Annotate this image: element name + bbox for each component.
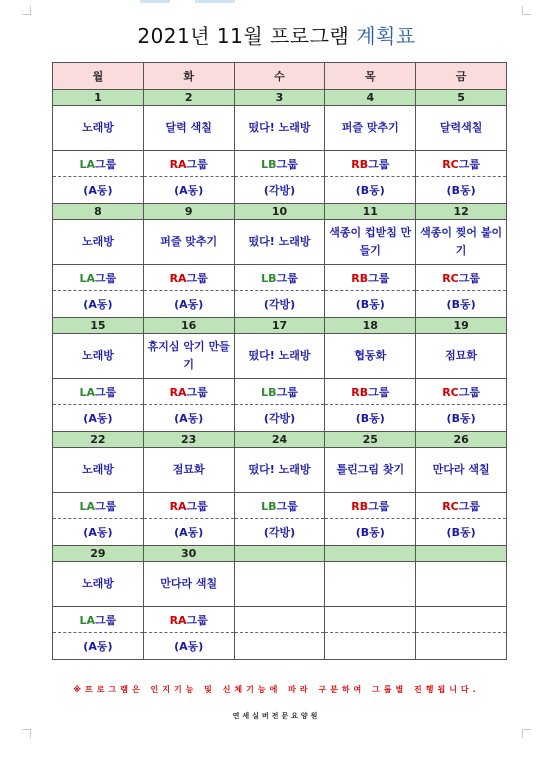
group-row [53, 493, 507, 519]
place-cell: (A동) [143, 405, 234, 432]
date-cell: 3 [234, 90, 325, 106]
place-row [53, 291, 507, 318]
activity-row [53, 562, 507, 607]
activity-cell [234, 562, 325, 607]
activity-cell: 휴지심 악기 만들기 [143, 334, 234, 379]
group-code: RA [169, 385, 187, 399]
weekday-header-cell: 목 [325, 63, 416, 90]
group-suffix: 그룹 [95, 157, 117, 171]
place-row [53, 519, 507, 546]
date-row [53, 546, 507, 562]
place-cell: (A동) [53, 291, 144, 318]
date-row [53, 90, 507, 106]
group-cell [53, 493, 144, 519]
date-cell: 11 [325, 204, 416, 220]
title-main: 2021년 11월 프로그램 [137, 24, 350, 48]
group-cell [234, 379, 325, 405]
group-suffix: 그룹 [276, 271, 298, 285]
group-suffix: 그룹 [458, 157, 480, 171]
weekday-header-cell: 화 [143, 63, 234, 90]
group-code: RC [442, 499, 459, 513]
group-suffix: 그룹 [368, 157, 390, 171]
date-cell: 23 [143, 432, 234, 448]
title-accent: 계획표 [356, 24, 416, 48]
activity-row [53, 448, 507, 493]
activity-cell: 만다라 색칠 [416, 448, 507, 493]
place-row [53, 633, 507, 660]
date-row [53, 432, 507, 448]
group-suffix: 그룹 [276, 385, 298, 399]
group-code: RC [442, 271, 459, 285]
group-cell [416, 607, 507, 633]
date-cell: 19 [416, 318, 507, 334]
group-cell [53, 151, 144, 177]
group-cell [416, 151, 507, 177]
date-cell: 5 [416, 90, 507, 106]
activity-cell: 떴다! 노래방 [234, 106, 325, 151]
group-code: LA [79, 385, 96, 399]
group-suffix: 그룹 [186, 613, 208, 627]
group-code: RB [351, 157, 369, 171]
group-suffix: 그룹 [95, 613, 117, 627]
place-cell: (B동) [325, 519, 416, 546]
page-top-marker [195, 0, 235, 3]
activity-cell [416, 562, 507, 607]
group-cell [325, 493, 416, 519]
group-row [53, 607, 507, 633]
activity-row [53, 334, 507, 379]
place-cell [234, 633, 325, 660]
group-code: LB [261, 499, 277, 513]
group-code: RB [351, 385, 369, 399]
group-cell [325, 151, 416, 177]
date-cell [234, 546, 325, 562]
date-cell: 4 [325, 90, 416, 106]
date-cell [325, 546, 416, 562]
activity-cell: 노래방 [53, 106, 144, 151]
date-cell: 15 [53, 318, 144, 334]
place-cell: (A동) [53, 405, 144, 432]
group-cell [325, 379, 416, 405]
group-cell [143, 379, 234, 405]
place-cell: (A동) [143, 291, 234, 318]
group-suffix: 그룹 [458, 271, 480, 285]
page-corner-mark [22, 729, 31, 738]
group-cell [416, 493, 507, 519]
group-suffix: 그룹 [368, 499, 390, 513]
group-suffix: 그룹 [276, 157, 298, 171]
place-cell: (B동) [416, 519, 507, 546]
group-cell [53, 607, 144, 633]
place-cell: (A동) [143, 519, 234, 546]
place-cell: (A동) [53, 519, 144, 546]
group-code: LB [261, 385, 277, 399]
group-code: RC [442, 385, 459, 399]
group-code: LA [79, 271, 96, 285]
place-row [53, 177, 507, 204]
weekday-header-cell: 월 [53, 63, 144, 90]
weekday-header-cell: 금 [416, 63, 507, 90]
group-suffix: 그룹 [95, 271, 117, 285]
group-suffix: 그룹 [276, 499, 298, 513]
group-code: RC [442, 157, 459, 171]
group-suffix: 그룹 [186, 499, 208, 513]
group-cell [143, 265, 234, 291]
activity-cell: 노래방 [53, 448, 144, 493]
group-cell [234, 151, 325, 177]
place-cell: (B동) [325, 177, 416, 204]
facility-name-footer: 연세실버전문요양원 [232, 712, 321, 720]
group-suffix: 그룹 [95, 385, 117, 399]
group-cell [234, 265, 325, 291]
activity-row [53, 106, 507, 151]
place-cell: (A동) [53, 633, 144, 660]
activity-cell: 틀린그림 찾기 [325, 448, 416, 493]
group-code: RA [169, 271, 187, 285]
date-cell: 16 [143, 318, 234, 334]
date-cell: 30 [143, 546, 234, 562]
date-row [53, 318, 507, 334]
place-cell: (A동) [53, 177, 144, 204]
page-top-marker [140, 0, 170, 3]
place-cell: (B동) [416, 405, 507, 432]
activity-cell: 만다라 색칠 [143, 562, 234, 607]
group-cell [143, 607, 234, 633]
program-calendar-table [52, 62, 507, 660]
program-note: ※프로그램은 인지기능 및 신체기능에 따라 구분하여 그룹별 진행됩니다. [73, 685, 480, 694]
activity-cell: 퍼즐 맞추기 [143, 220, 234, 265]
date-cell: 1 [53, 90, 144, 106]
page-corner-mark [522, 6, 531, 15]
group-suffix: 그룹 [186, 385, 208, 399]
activity-cell: 협동화 [325, 334, 416, 379]
activity-cell: 색종이 컵받침 만들기 [325, 220, 416, 265]
group-code: RB [351, 271, 369, 285]
group-cell [234, 607, 325, 633]
activity-cell [325, 562, 416, 607]
group-cell [53, 379, 144, 405]
date-cell: 9 [143, 204, 234, 220]
activity-cell: 떴다! 노래방 [234, 334, 325, 379]
date-cell: 24 [234, 432, 325, 448]
activity-cell: 점묘화 [416, 334, 507, 379]
group-code: RA [169, 613, 187, 627]
group-suffix: 그룹 [458, 385, 480, 399]
place-cell: (B동) [416, 177, 507, 204]
activity-cell: 노래방 [53, 334, 144, 379]
place-cell: (각방) [234, 519, 325, 546]
group-cell [416, 379, 507, 405]
group-cell [53, 265, 144, 291]
date-cell: 10 [234, 204, 325, 220]
activity-cell: 달력 색칠 [143, 106, 234, 151]
group-code: LB [261, 157, 277, 171]
group-cell [234, 493, 325, 519]
group-code: LA [79, 499, 96, 513]
place-row [53, 405, 507, 432]
place-cell: (각방) [234, 291, 325, 318]
activity-cell: 점묘화 [143, 448, 234, 493]
group-row [53, 379, 507, 405]
place-cell: (각방) [234, 177, 325, 204]
date-cell: 22 [53, 432, 144, 448]
group-cell [143, 493, 234, 519]
place-cell: (각방) [234, 405, 325, 432]
date-cell: 12 [416, 204, 507, 220]
date-row [53, 204, 507, 220]
date-cell: 18 [325, 318, 416, 334]
group-cell [416, 265, 507, 291]
group-suffix: 그룹 [95, 499, 117, 513]
date-cell: 2 [143, 90, 234, 106]
place-cell: (B동) [325, 405, 416, 432]
date-cell: 26 [416, 432, 507, 448]
date-cell: 25 [325, 432, 416, 448]
date-cell: 8 [53, 204, 144, 220]
weekday-header-row [53, 63, 507, 90]
group-code: RA [169, 157, 187, 171]
date-cell: 17 [234, 318, 325, 334]
place-cell: (B동) [325, 291, 416, 318]
place-cell: (A동) [143, 177, 234, 204]
group-code: RB [351, 499, 369, 513]
group-cell [325, 265, 416, 291]
date-cell: 29 [53, 546, 144, 562]
place-cell [325, 633, 416, 660]
group-code: RA [169, 499, 187, 513]
activity-cell: 퍼즐 맞추기 [325, 106, 416, 151]
group-suffix: 그룹 [368, 271, 390, 285]
activity-cell: 노래방 [53, 562, 144, 607]
activity-row [53, 220, 507, 265]
date-cell [416, 546, 507, 562]
activity-cell: 노래방 [53, 220, 144, 265]
group-suffix: 그룹 [458, 499, 480, 513]
place-cell: (B동) [416, 291, 507, 318]
activity-cell: 떴다! 노래방 [234, 448, 325, 493]
group-suffix: 그룹 [368, 385, 390, 399]
group-code: LB [261, 271, 277, 285]
group-code: LA [79, 613, 96, 627]
place-cell [416, 633, 507, 660]
page-title [0, 20, 553, 49]
place-cell: (A동) [143, 633, 234, 660]
activity-cell: 색종이 찢어 붙이기 [416, 220, 507, 265]
activity-cell: 달력색칠 [416, 106, 507, 151]
page-corner-mark [522, 729, 531, 738]
group-cell [143, 151, 234, 177]
group-row [53, 265, 507, 291]
group-cell [325, 607, 416, 633]
group-code: LA [79, 157, 96, 171]
group-suffix: 그룹 [186, 157, 208, 171]
activity-cell: 떴다! 노래방 [234, 220, 325, 265]
page-corner-mark [22, 6, 31, 15]
group-suffix: 그룹 [186, 271, 208, 285]
group-row [53, 151, 507, 177]
weekday-header-cell: 수 [234, 63, 325, 90]
